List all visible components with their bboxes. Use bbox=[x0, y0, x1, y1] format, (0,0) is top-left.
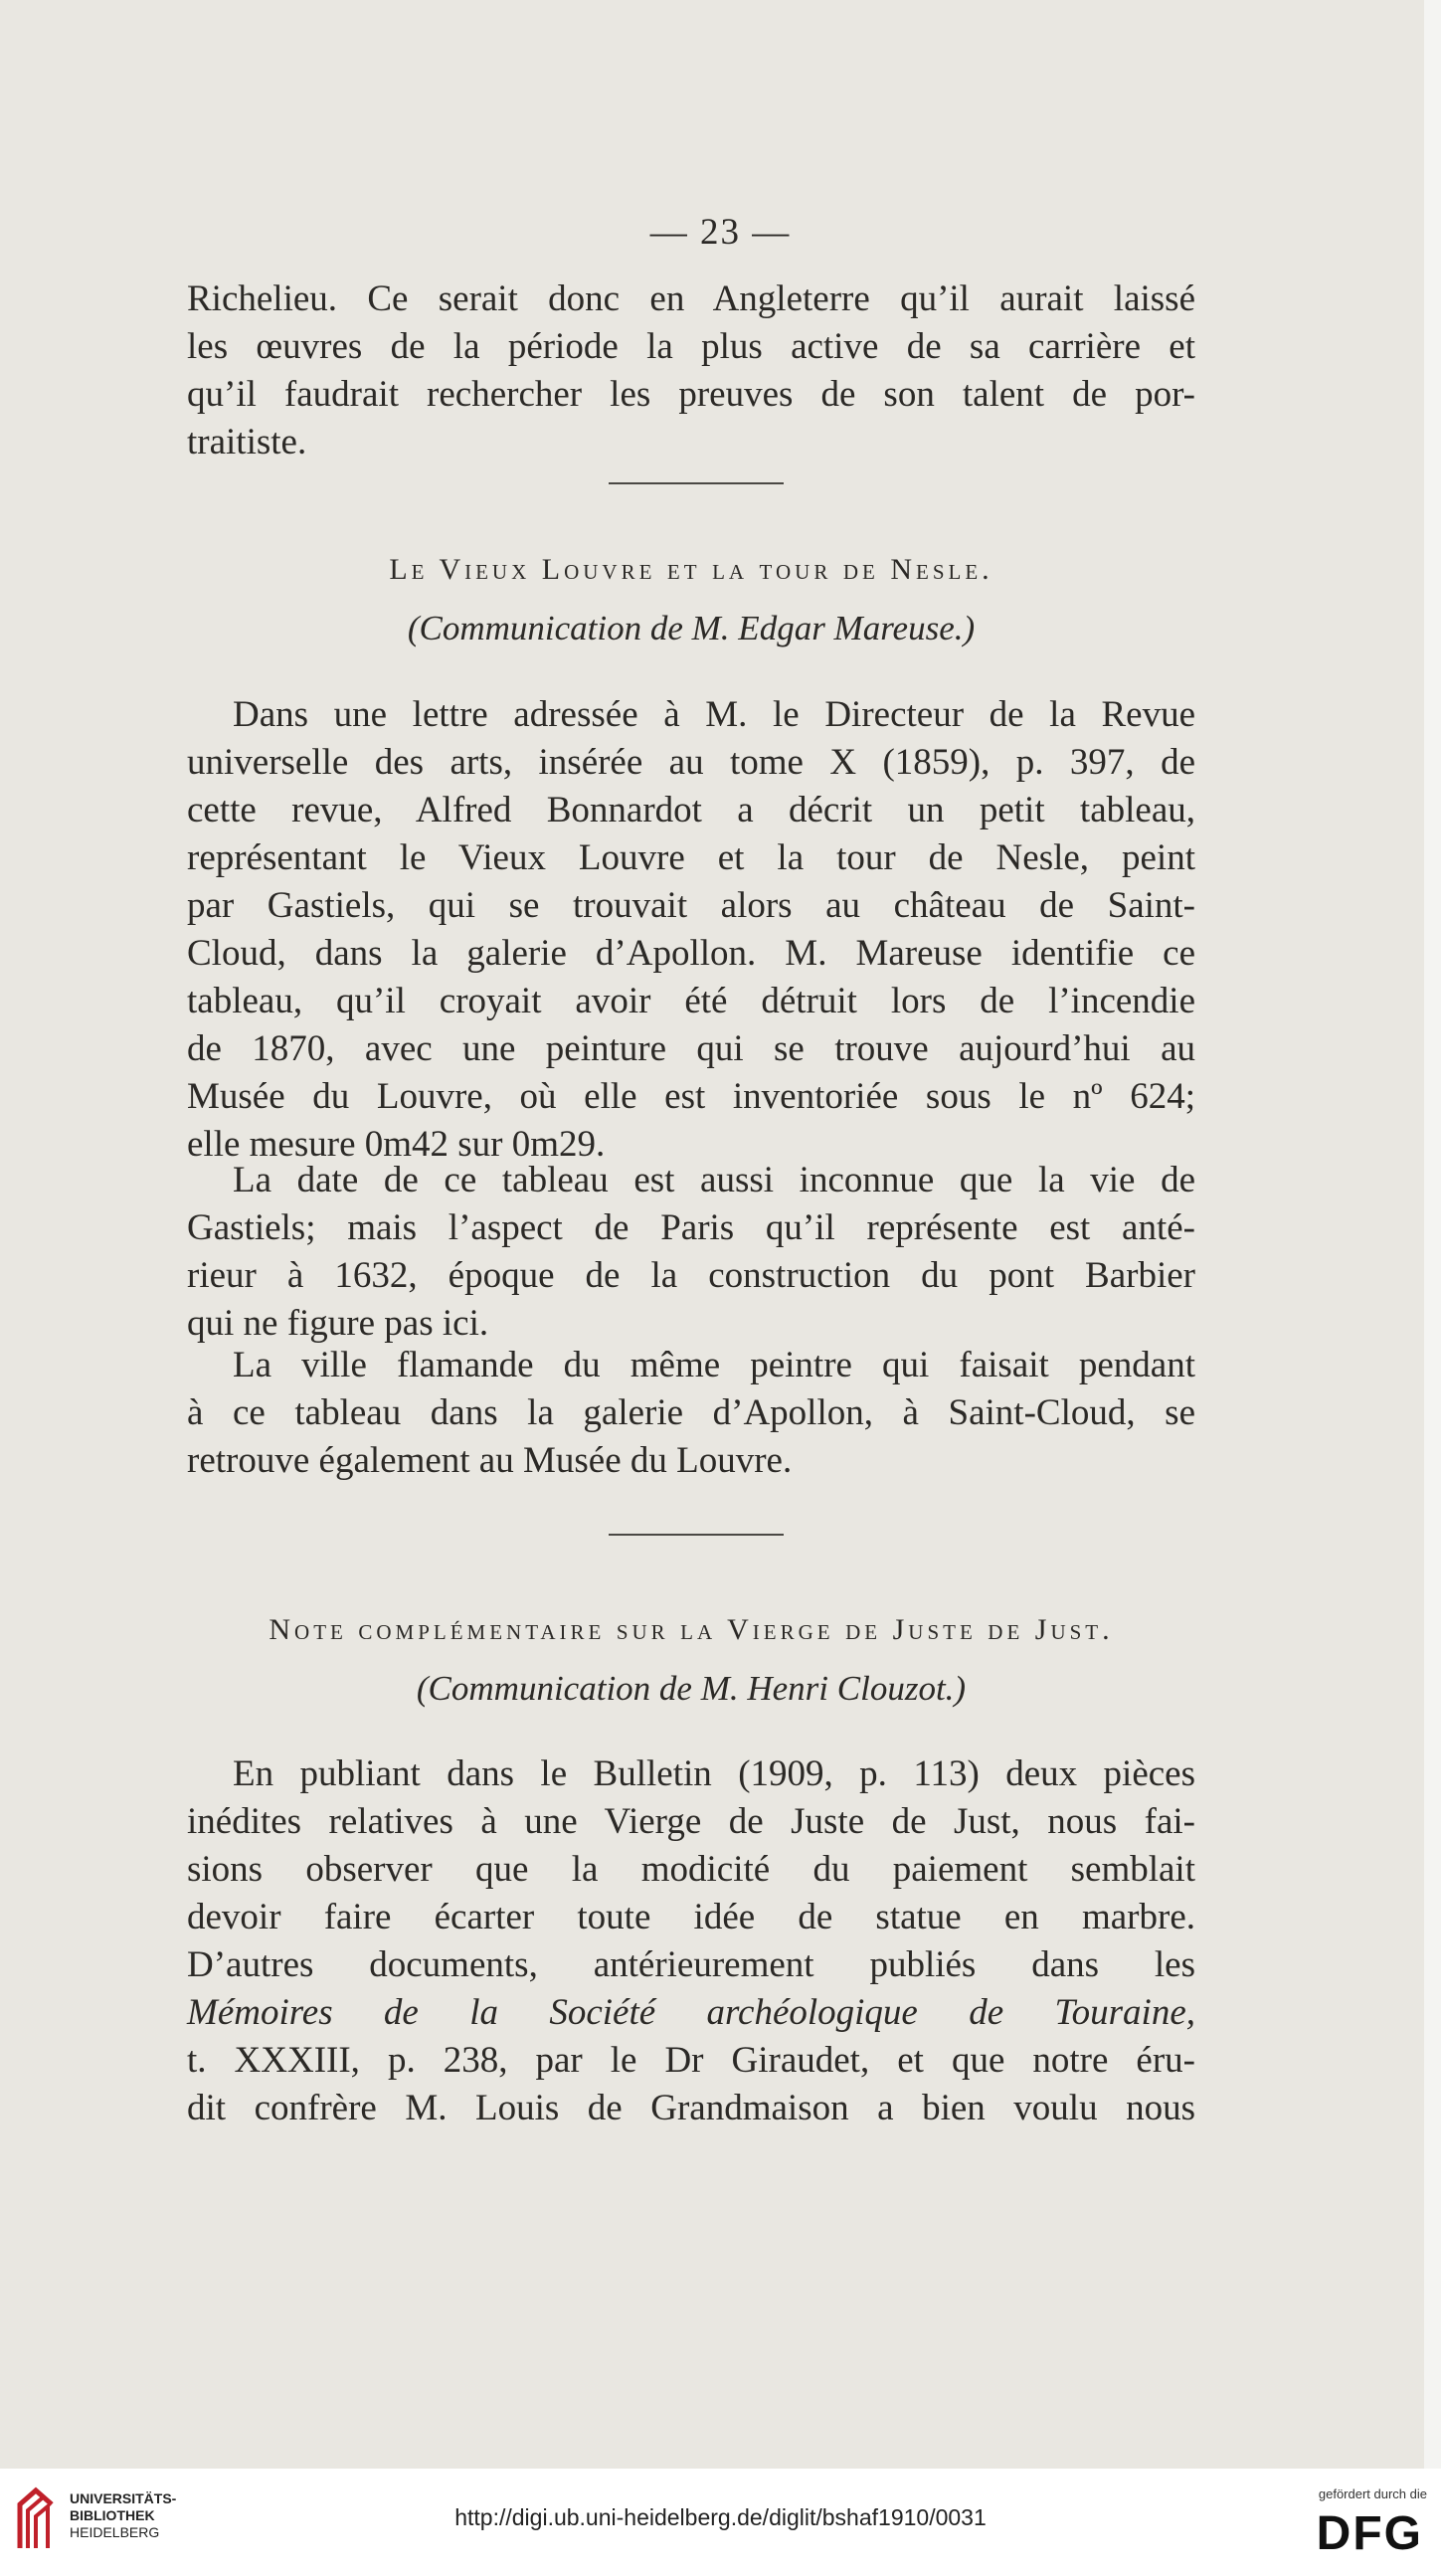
permalink-url[interactable]: http://digi.ub.uni-heidelberg.de/diglit/bshaf1910/0031 bbox=[454, 2504, 987, 2530]
section-heading: Le Vieux Louvre et la tour de Nesle. bbox=[389, 553, 993, 586]
text-line: Musée du Louvre, où elle est inventoriée sous le nº 624; bbox=[187, 1076, 1195, 1117]
text-line: qu’il faudrait rechercher les preuves de son talent de por- bbox=[187, 374, 1195, 415]
section-subheading: (Communication de M. Henri Clouzot.) bbox=[416, 1669, 967, 1708]
section-divider bbox=[609, 1534, 784, 1536]
text-line: D’autres documents, antérieurement publiés dans les bbox=[187, 1944, 1195, 1985]
text-line: retrouve également au Musée du Louvre. bbox=[187, 1440, 793, 1481]
text-line: traitiste. bbox=[187, 422, 307, 462]
text-line: représentant le Vieux Louvre et la tour de Nesle, peint bbox=[187, 837, 1195, 878]
text-line: les œuvres de la période la plus active de sa carrière et bbox=[187, 326, 1195, 367]
dfg-logo-icon: DFG bbox=[1316, 2507, 1423, 2560]
text-line: t. XXXIII, p. 238, par le Dr Giraudet, et que notre éru- bbox=[187, 2040, 1195, 2081]
footer-bar bbox=[0, 2469, 1441, 2576]
text-line: La date de ce tableau est aussi inconnue que la vie de bbox=[233, 1160, 1195, 1200]
text-line: de 1870, avec une peinture qui se trouve aujourd’hui au bbox=[187, 1028, 1195, 1069]
library-name-line: UNIVERSITÄTS- bbox=[70, 2490, 177, 2506]
text-line: devoir faire écarter toute idée de statue en marbre. bbox=[187, 1897, 1195, 1937]
library-name-line: BIBLIOTHEK bbox=[70, 2507, 155, 2523]
text-line: Gastiels; mais l’aspect de Paris qu’il représente est anté- bbox=[187, 1207, 1195, 1248]
text-line: cette revue, Alfred Bonnardot a décrit un petit tableau, bbox=[187, 790, 1195, 830]
text-line: Richelieu. Ce serait donc en Angleterre qu’il aurait laissé bbox=[187, 278, 1195, 319]
text-line: par Gastiels, qui se trouvait alors au château de Saint- bbox=[187, 885, 1195, 926]
text-line: tableau, qu’il croyait avoir été détruit lors de l’incendie bbox=[187, 981, 1195, 1021]
text-line: sions observer que la modicité du paiement semblait bbox=[187, 1849, 1195, 1890]
page-number: — 23 — bbox=[649, 212, 792, 253]
text-line: dit confrère M. Louis de Grandmaison a bien voulu nous bbox=[187, 2088, 1195, 2128]
text-line: rieur à 1632, époque de la construction du pont Barbier bbox=[187, 1255, 1195, 1296]
text-line: à ce tableau dans la galerie d’Apollon, à Saint-Cloud, se bbox=[187, 1392, 1195, 1433]
funding-caption: gefördert durch die bbox=[1318, 2486, 1427, 2501]
page-edge bbox=[1424, 0, 1441, 2469]
text-line: Mémoires de la Société archéologique de Touraine, bbox=[187, 1992, 1195, 2033]
section-subheading: (Communication de M. Edgar Mareuse.) bbox=[407, 609, 976, 647]
text-line: Dans une lettre adressée à M. le Directeur de la Revue bbox=[233, 694, 1195, 735]
text-line: La ville flamande du même peintre qui faisait pendant bbox=[233, 1345, 1195, 1385]
text-line: elle mesure 0m42 sur 0m29. bbox=[187, 1124, 606, 1165]
text-line: universelle des arts, insérée au tome X (1859), p. 397, de bbox=[187, 742, 1195, 783]
text-line: En publiant dans le Bulletin (1909, p. 113) deux pièces bbox=[233, 1753, 1195, 1794]
text-line: inédites relatives à une Vierge de Juste de Just, nous fai- bbox=[187, 1801, 1195, 1842]
text-line: Cloud, dans la galerie d’Apollon. M. Mareuse identifie ce bbox=[187, 933, 1195, 974]
section-heading: Note complémentaire sur la Vierge de Juste de Just. bbox=[269, 1613, 1114, 1646]
text-line: qui ne figure pas ici. bbox=[187, 1303, 489, 1344]
library-name-line: HEIDELBERG bbox=[70, 2524, 160, 2540]
section-divider bbox=[609, 482, 784, 484]
